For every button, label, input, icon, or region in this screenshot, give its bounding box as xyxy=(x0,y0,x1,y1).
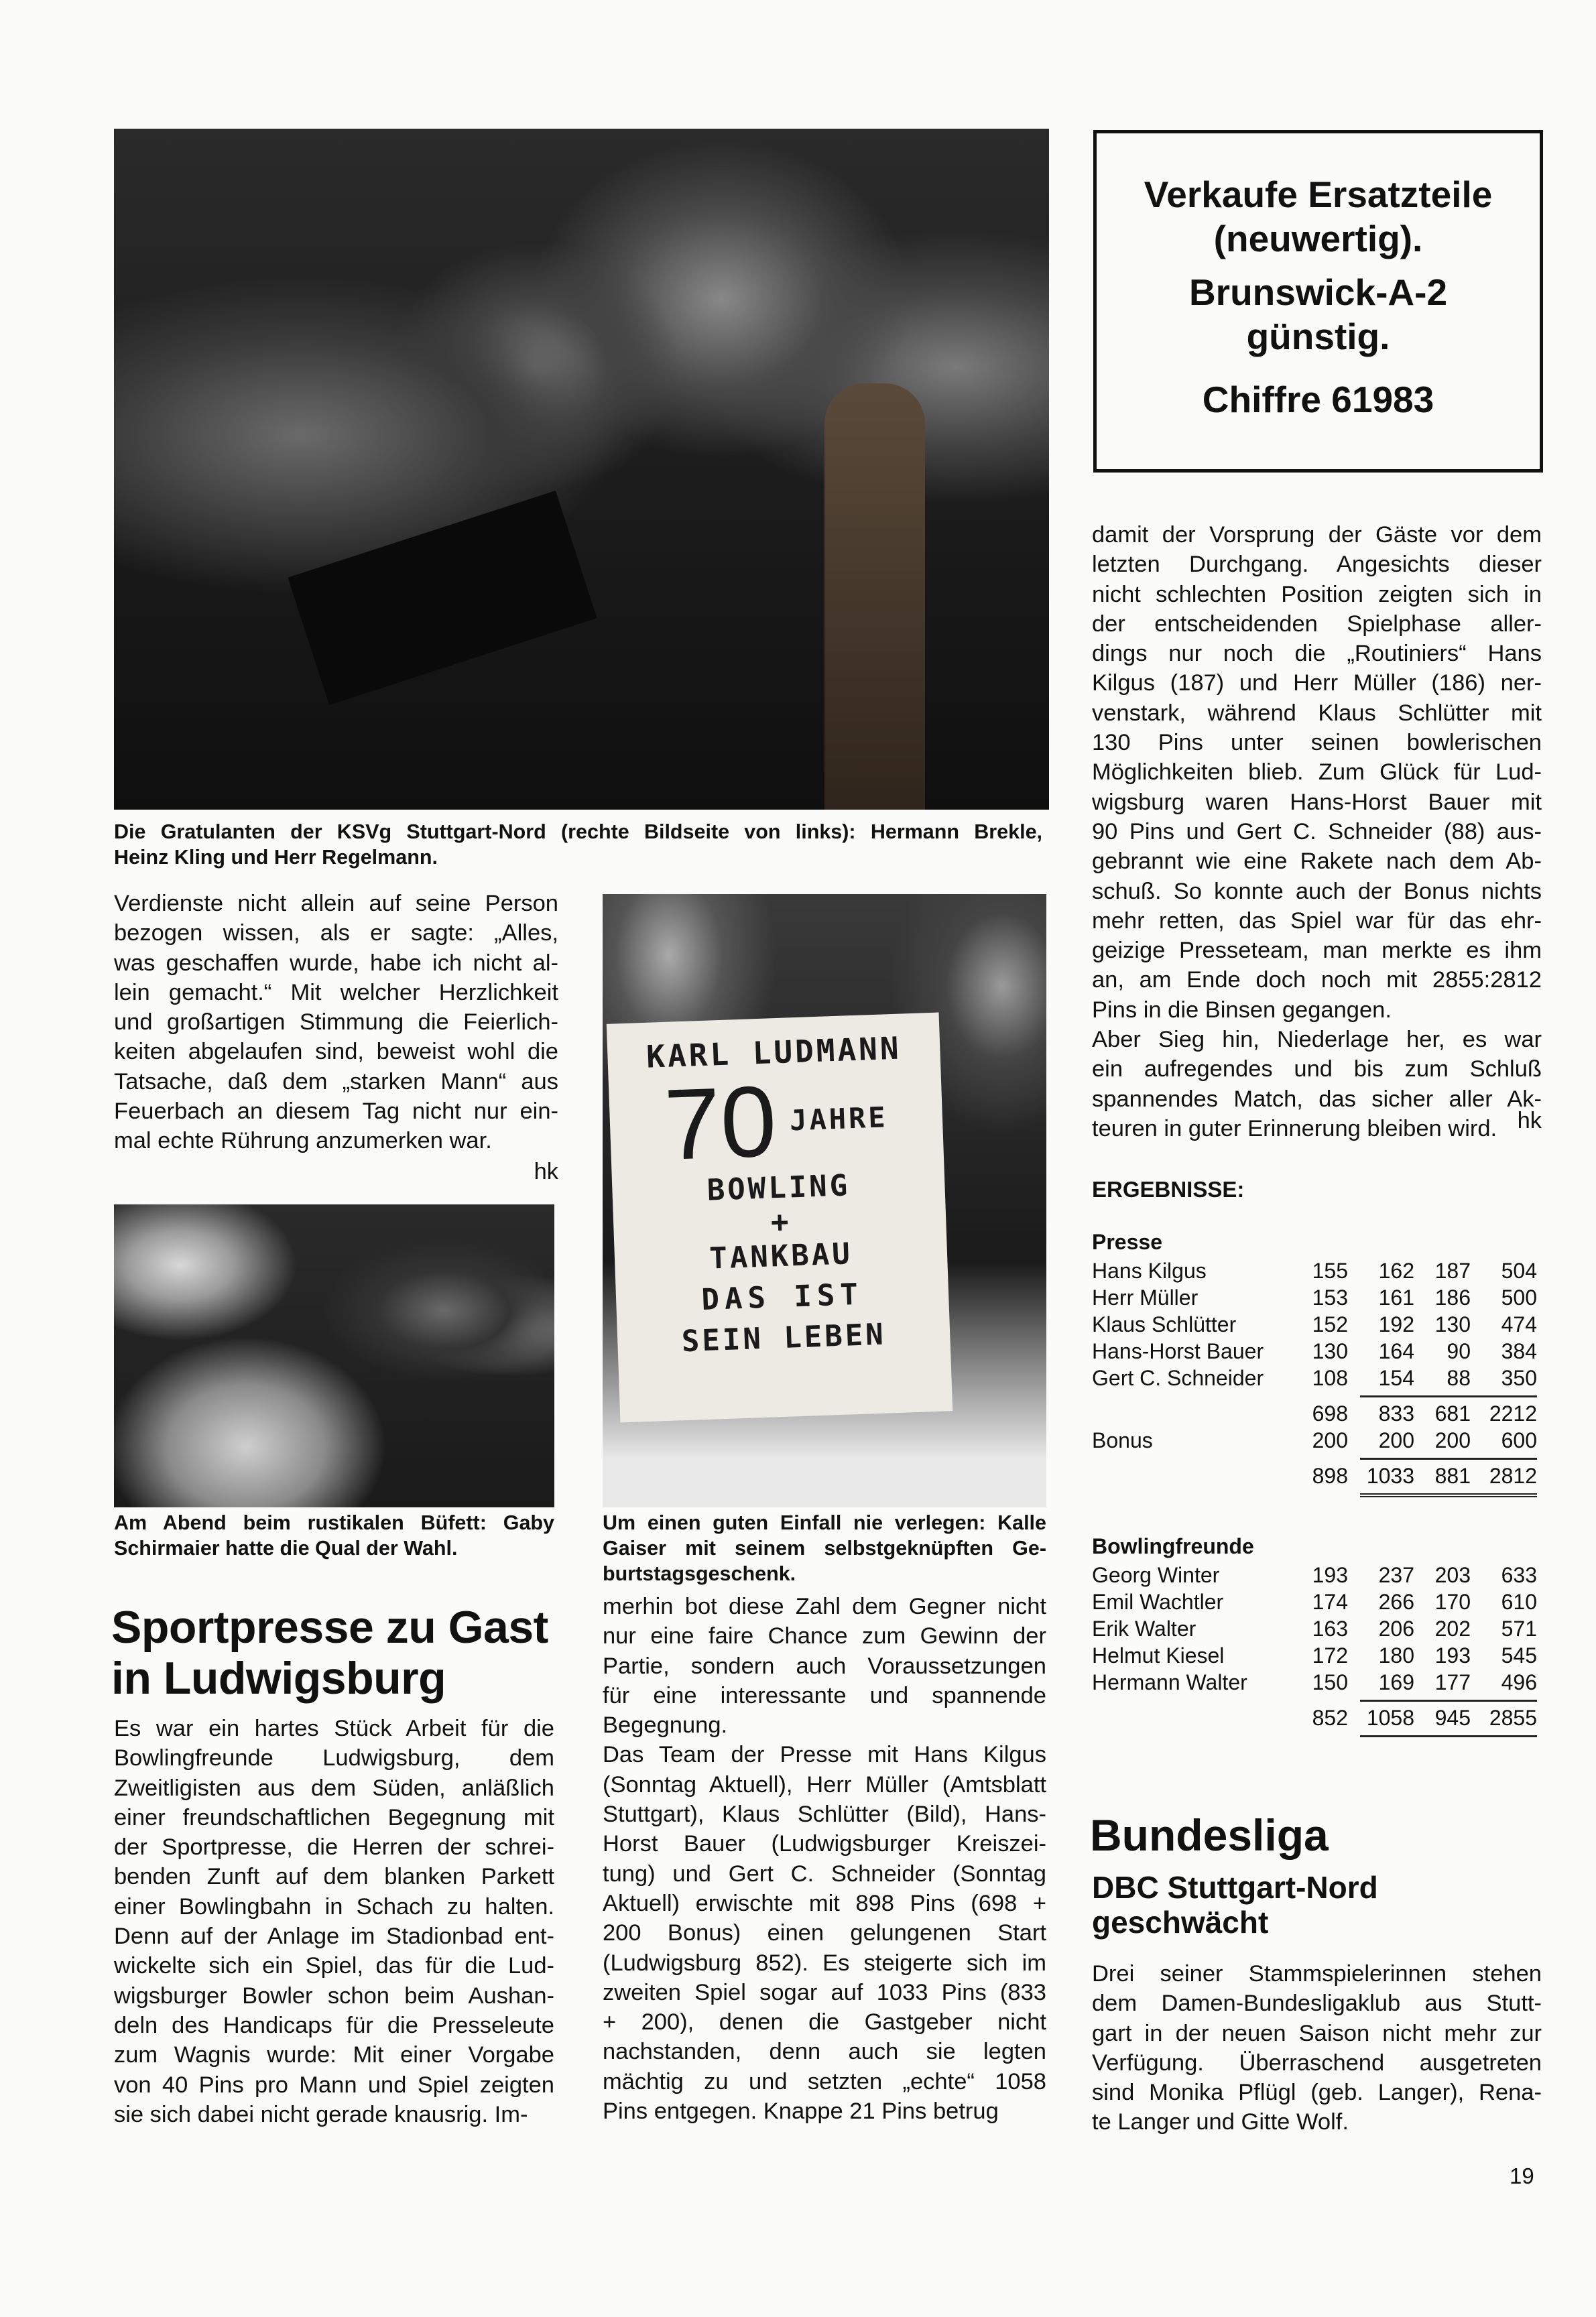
score-cell: 174 xyxy=(1312,1590,1348,1614)
score-cell: 852 xyxy=(1312,1706,1348,1730)
classified-ad xyxy=(1093,130,1543,473)
trophy-figure xyxy=(824,383,925,810)
score-cell: 200 xyxy=(1312,1428,1348,1452)
text-line: Drei seiner Stammspielerinnen stehen xyxy=(1092,1961,1542,1987)
text-line: tung) und Gert C. Schneider (Sonntag xyxy=(603,1861,1046,1887)
player-name: Bonus xyxy=(1092,1428,1153,1452)
score-cell: 1033 xyxy=(1366,1464,1414,1488)
score-cell: 504 xyxy=(1501,1259,1537,1283)
text-line: Tatsache, daß dem „starken Mann“ aus xyxy=(114,1068,558,1094)
player-name xyxy=(1092,1462,1305,1489)
score-cell: 1058 xyxy=(1366,1706,1414,1730)
caption-line: Schirmaier hatte die Qual der Wahl. xyxy=(114,1537,458,1560)
ad-line: günstig. xyxy=(1246,316,1390,357)
article3-text xyxy=(1092,1959,1542,2137)
text-line: Aber Sieg hin, Niederlage her, es war xyxy=(1092,1027,1542,1053)
plaque xyxy=(288,491,597,705)
score-cell: 161 xyxy=(1378,1286,1414,1310)
text-line: geizige Presseteam, man merkte es ihm xyxy=(1092,938,1542,964)
text-line: Horst Bauer (Ludwigsburger Kreiszei- xyxy=(603,1831,1046,1857)
text-line: teuren in guter Erinnerung bleiben wird. xyxy=(1092,1115,1497,1141)
text-line: zweiten Spiel sogar auf 1033 Pins (833 xyxy=(603,1979,1046,2005)
score-cell: 600 xyxy=(1501,1428,1537,1452)
presse-subtotal xyxy=(1092,1400,1537,1427)
text-line: bezogen wissen, als er sagte: „Alles, xyxy=(114,920,558,946)
text-line: schuß. So konnte auch der Bonus nichts xyxy=(1092,878,1542,904)
presse-total xyxy=(1092,1462,1537,1489)
score-cell: 200 xyxy=(1378,1428,1414,1452)
text-line: Feuerbach an diesem Tag nicht nur ein- xyxy=(114,1099,558,1125)
score-cell: 152 xyxy=(1312,1312,1348,1336)
score-cell: 163 xyxy=(1312,1617,1348,1641)
table-row xyxy=(1092,1427,1537,1454)
text-line: zum Wagnis wurde: Mit einer Vorgabe xyxy=(114,2042,554,2068)
score-cell: 545 xyxy=(1501,1643,1537,1668)
text-line: te Langer und Gitte Wolf. xyxy=(1092,2109,1349,2135)
table-row xyxy=(1092,1338,1537,1365)
score-cell: 150 xyxy=(1312,1670,1348,1694)
text-line: Pins entgegen. Knappe 21 Pins betrug xyxy=(603,2099,999,2125)
text-line: dem Damen-Bundesligaklub aus Stutt- xyxy=(1092,1991,1542,2017)
text-line: für eine interessante und spannende xyxy=(603,1682,1046,1708)
score-cell: 266 xyxy=(1378,1590,1414,1614)
player-name: Erik Walter xyxy=(1092,1617,1196,1641)
score-cell: 610 xyxy=(1501,1590,1537,1614)
text-line: 200 Bonus) einen gelungenen Start xyxy=(603,1920,1046,1946)
text-line: 130 Pins unter seinen bowlerischen xyxy=(1092,730,1542,756)
banner-number: 70 xyxy=(662,1064,779,1181)
text-line: venstark, während Klaus Schlütter mit xyxy=(1092,700,1542,726)
banner-line: SEIN LEBEN xyxy=(681,1317,887,1359)
text-line: Verfügung. Überraschend ausgetreten xyxy=(1092,2050,1542,2076)
banner-line: JAHRE xyxy=(789,1100,889,1137)
player-name: Klaus Schlütter xyxy=(1092,1312,1237,1336)
score-cell: 200 xyxy=(1434,1428,1471,1452)
text-line: wickelte sich ein Spiel, das für die Lud- xyxy=(114,1953,554,1979)
headline-line: in Ludwigsburg xyxy=(111,1653,446,1704)
player-name: Gert C. Schneider xyxy=(1092,1366,1264,1390)
text-line: mal echte Rührung anzumerken war. xyxy=(114,1128,492,1154)
player-name: Emil Wachtler xyxy=(1092,1590,1224,1614)
score-cell: 2212 xyxy=(1489,1401,1537,1426)
score-cell: 170 xyxy=(1434,1590,1471,1614)
player-name: Hermann Walter xyxy=(1092,1670,1247,1694)
banner-line: KARL LUDMANN xyxy=(646,1029,902,1075)
score-cell: 193 xyxy=(1434,1643,1471,1668)
text-line: nachstanden, denn auch sie legten xyxy=(603,2039,1046,2065)
score-cell: 187 xyxy=(1434,1259,1471,1283)
text-line: Zweitligisten aus dem Süden, anläßlich xyxy=(114,1775,554,1801)
text-line: wigsburg waren Hans-Horst Bauer mit xyxy=(1092,789,1542,815)
text-line: der Sportpresse, die Herren der schrei- xyxy=(114,1834,554,1861)
banner-line: DAS IST xyxy=(700,1277,864,1318)
player-name: Herr Müller xyxy=(1092,1286,1199,1310)
text-line: (Ludwigsburg 852). Es steigerte sich im xyxy=(603,1950,1046,1976)
score-cell: 898 xyxy=(1312,1464,1348,1488)
bowlingfreunde-total xyxy=(1092,1704,1537,1731)
text-line: Pins in die Binsen gegangen. xyxy=(1092,997,1392,1023)
text-line: nur eine faire Chance zum Gewinn der xyxy=(603,1623,1046,1649)
banner-line: BOWLING xyxy=(706,1168,851,1208)
score-cell: 155 xyxy=(1312,1259,1348,1283)
text-line: sie sich dabei nicht gerade knausrig. Im- xyxy=(114,2101,528,2127)
page-number: 19 xyxy=(1510,2164,1534,2188)
score-cell: 206 xyxy=(1378,1617,1414,1641)
score-cell: 571 xyxy=(1501,1617,1537,1641)
table-row xyxy=(1092,1400,1537,1427)
table-row xyxy=(1092,1615,1537,1642)
player-name: Georg Winter xyxy=(1092,1563,1220,1587)
article1-text xyxy=(114,889,558,1156)
text-line: einer freundschaftlichen Begegnung mit xyxy=(114,1804,554,1830)
text-line: Partie, sondern auch Voraussetzungen xyxy=(603,1653,1046,1679)
caption-buffet xyxy=(114,1510,554,1561)
text-line: Stuttgart), Klaus Schlütter (Bild), Hans- xyxy=(603,1802,1046,1828)
ad-line: Brunswick-A-2 xyxy=(1188,271,1448,313)
score-cell: 2812 xyxy=(1489,1464,1537,1488)
score-cell: 153 xyxy=(1312,1286,1348,1310)
divider xyxy=(1360,1395,1537,1397)
score-cell: 202 xyxy=(1434,1617,1471,1641)
ad-line: (neuwertig). xyxy=(1213,218,1423,259)
score-cell: 833 xyxy=(1378,1401,1414,1426)
score-cell: 192 xyxy=(1378,1312,1414,1336)
text-line: ein aufregendes und bis zum Schluß xyxy=(1092,1056,1542,1082)
text-line: deln des Handicaps für die Presseleute xyxy=(114,2012,554,2038)
score-cell: 90 xyxy=(1447,1339,1471,1363)
article2-signature: hk xyxy=(1517,1108,1542,1133)
score-cell: 88 xyxy=(1447,1366,1471,1390)
text-line: einer Bowlingbahn in Schach zu halten. xyxy=(114,1893,554,1920)
banner-line: + xyxy=(770,1204,790,1240)
text-line: spannendes Match, das sicher aller Ak- xyxy=(1092,1086,1542,1112)
text-line: Es war ein hartes Stück Arbeit für die xyxy=(114,1716,554,1741)
caption-line: Gaiser mit seinem selbstgeknüpften Ge- xyxy=(603,1537,1046,1560)
caption-line: Um einen guten Einfall nie verlegen: Kalle xyxy=(603,1511,1046,1534)
text-line: der entscheidenden Spielphase aller- xyxy=(1092,611,1542,637)
divider xyxy=(1360,1458,1537,1460)
text-line: Denn auf der Anlage im Stadionbad ent- xyxy=(114,1924,554,1950)
divider xyxy=(1360,1735,1537,1737)
text-line: was geschaffen wurde, habe ich nicht al- xyxy=(114,950,558,976)
score-cell: 130 xyxy=(1434,1312,1471,1336)
presse-rows xyxy=(1092,1257,1537,1391)
photo-buffet xyxy=(114,1204,554,1507)
caption-gratulanten xyxy=(114,819,1042,870)
text-line: keiten abgelaufen sind, beweist wohl die xyxy=(114,1039,558,1065)
article2-col1 xyxy=(114,1714,554,2129)
caption-line: Die Gratulanten der KSVg Stuttgart-Nord (rechte Bildseite von links): Hermann Brekle, xyxy=(114,820,1042,843)
text-line: wigsburger Bowler schon beim Aushan- xyxy=(114,1983,554,2009)
score-cell: 237 xyxy=(1378,1563,1414,1587)
banner-line: TANKBAU xyxy=(709,1237,853,1276)
team-name: Presse xyxy=(1092,1230,1162,1254)
table-row xyxy=(1092,1462,1537,1489)
text-line: Das Team der Presse mit Hans Kilgus xyxy=(603,1742,1046,1768)
bundesliga-subheadline xyxy=(1092,1870,1378,1940)
score-cell: 177 xyxy=(1434,1670,1471,1694)
table-row xyxy=(1092,1642,1537,1669)
article2-col3 xyxy=(1092,520,1542,1143)
headline-line: Sportpresse zu Gast xyxy=(111,1602,548,1653)
text-line: letzten Durchgang. Angesichts dieser xyxy=(1092,552,1542,578)
player-name: Hans Kilgus xyxy=(1092,1259,1207,1283)
table-row xyxy=(1092,1704,1537,1731)
score-cell: 384 xyxy=(1501,1339,1537,1363)
text-line: nicht schlechten Position zeigten sich in xyxy=(1092,581,1542,607)
text-line: (Sonntag Aktuell), Herr Müller (Amtsblatt xyxy=(603,1771,1046,1798)
text-line: + 200), denen die Gastgeber nicht xyxy=(603,2009,1046,2036)
caption-line: burtstagsgeschenk. xyxy=(603,1562,796,1585)
table-row xyxy=(1092,1257,1537,1284)
score-cell: 180 xyxy=(1378,1643,1414,1668)
score-cell: 945 xyxy=(1434,1706,1471,1730)
results-table xyxy=(1092,1173,1537,1737)
score-cell: 698 xyxy=(1312,1401,1348,1426)
subheadline-line: DBC Stuttgart-Nord xyxy=(1092,1870,1378,1905)
text-line: Aktuell) erwischte mit 898 Pins (698 + xyxy=(603,1890,1046,1916)
bowlingfreunde-rows xyxy=(1092,1562,1537,1696)
birthday-banner xyxy=(607,1013,953,1423)
text-line: gebrannt wie eine Rakete nach dem Ab- xyxy=(1092,849,1542,875)
score-cell: 496 xyxy=(1501,1670,1537,1694)
article1-signature: hk xyxy=(534,1159,558,1184)
ad-chiffre: Chiffre 61983 xyxy=(1202,379,1434,420)
score-cell: 169 xyxy=(1378,1670,1414,1694)
score-cell: 881 xyxy=(1434,1464,1471,1488)
text-line: lein gemacht.“ Mit welcher Herzlichkeit xyxy=(114,979,558,1005)
score-cell: 681 xyxy=(1434,1401,1471,1426)
ad-line: Verkaufe Ersatzteile xyxy=(1144,174,1493,215)
score-cell: 108 xyxy=(1312,1366,1348,1390)
photo-banner xyxy=(603,894,1046,1507)
table-row xyxy=(1092,1311,1537,1338)
score-cell: 193 xyxy=(1312,1563,1348,1587)
text-line: dings nur noch die „Routiniers“ Hans xyxy=(1092,641,1542,667)
score-cell: 633 xyxy=(1501,1563,1537,1587)
text-line: Begegnung. xyxy=(603,1712,728,1739)
text-line: von 40 Pins pro Mann und Spiel zeigten xyxy=(114,2072,554,2098)
table-row xyxy=(1092,1588,1537,1615)
player-name: Hans-Horst Bauer xyxy=(1092,1339,1264,1363)
score-cell: 350 xyxy=(1501,1366,1537,1390)
caption-banner xyxy=(603,1510,1046,1586)
text-line: Kilgus (187) und Herr Müller (186) ner- xyxy=(1092,670,1542,696)
table-row xyxy=(1092,1284,1537,1311)
player-name xyxy=(1092,1704,1305,1731)
text-line: mehr retten, das Spiel war für das ehr- xyxy=(1092,907,1542,934)
text-line: an, am Ende doch noch mit 2855:2812 xyxy=(1092,967,1542,993)
score-cell: 500 xyxy=(1501,1286,1537,1310)
text-line: merhin bot diese Zahl dem Gegner nicht xyxy=(603,1594,1046,1619)
text-line: Verdienste nicht allein auf seine Person xyxy=(114,891,558,916)
article2-col2 xyxy=(603,1592,1046,2126)
table-row xyxy=(1092,1365,1537,1391)
caption-line: Heinz Kling und Herr Regelmann. xyxy=(114,846,438,869)
text-line: benden Zunft auf dem blanken Parkett xyxy=(114,1864,554,1890)
player-name xyxy=(1092,1400,1305,1427)
subheadline-line: geschwächt xyxy=(1092,1905,1269,1940)
text-line: und großartigen Stimmung die Feierlich- xyxy=(114,1009,558,1036)
divider xyxy=(1360,1700,1537,1702)
score-cell: 154 xyxy=(1378,1366,1414,1390)
team-header xyxy=(1092,1227,1537,1257)
presse-bonus xyxy=(1092,1427,1537,1454)
score-cell: 172 xyxy=(1312,1643,1348,1668)
table-row xyxy=(1092,1669,1537,1696)
text-line: gart in der neuen Saison nicht mehr zur xyxy=(1092,2020,1542,2046)
caption-line: Am Abend beim rustikalen Büfett: Gaby xyxy=(114,1511,554,1534)
text-line: mächtig zu und setzten „echte“ 1058 xyxy=(603,2068,1046,2094)
score-cell: 474 xyxy=(1501,1312,1537,1336)
score-cell: 162 xyxy=(1378,1259,1414,1283)
score-cell: 203 xyxy=(1434,1563,1471,1587)
score-cell: 164 xyxy=(1378,1339,1414,1363)
text-line: damit der Vorsprung der Gäste vor dem xyxy=(1092,522,1542,548)
team-header xyxy=(1092,1531,1537,1562)
text-line: Bowlingfreunde Ludwigsburg, dem xyxy=(114,1745,554,1771)
player-name: Helmut Kiesel xyxy=(1092,1643,1225,1668)
text-line: 90 Pins und Gert C. Schneider (88) aus- xyxy=(1092,818,1542,844)
score-cell: 2855 xyxy=(1489,1706,1537,1730)
score-cell: 186 xyxy=(1434,1286,1471,1310)
table-row xyxy=(1092,1562,1537,1588)
bundesliga-headline: Bundesliga xyxy=(1090,1810,1329,1860)
text-line: sind Monika Pflügl (geb. Langer), Rena- xyxy=(1092,2080,1542,2106)
team-name: Bowlingfreunde xyxy=(1092,1534,1254,1558)
text-line: Möglichkeiten blieb. Zum Glück für Lud- xyxy=(1092,759,1542,786)
results-title: ERGEBNISSE: xyxy=(1092,1177,1245,1202)
score-cell: 130 xyxy=(1312,1339,1348,1363)
article-headline xyxy=(111,1602,594,1704)
photo-gratulanten xyxy=(114,129,1049,810)
